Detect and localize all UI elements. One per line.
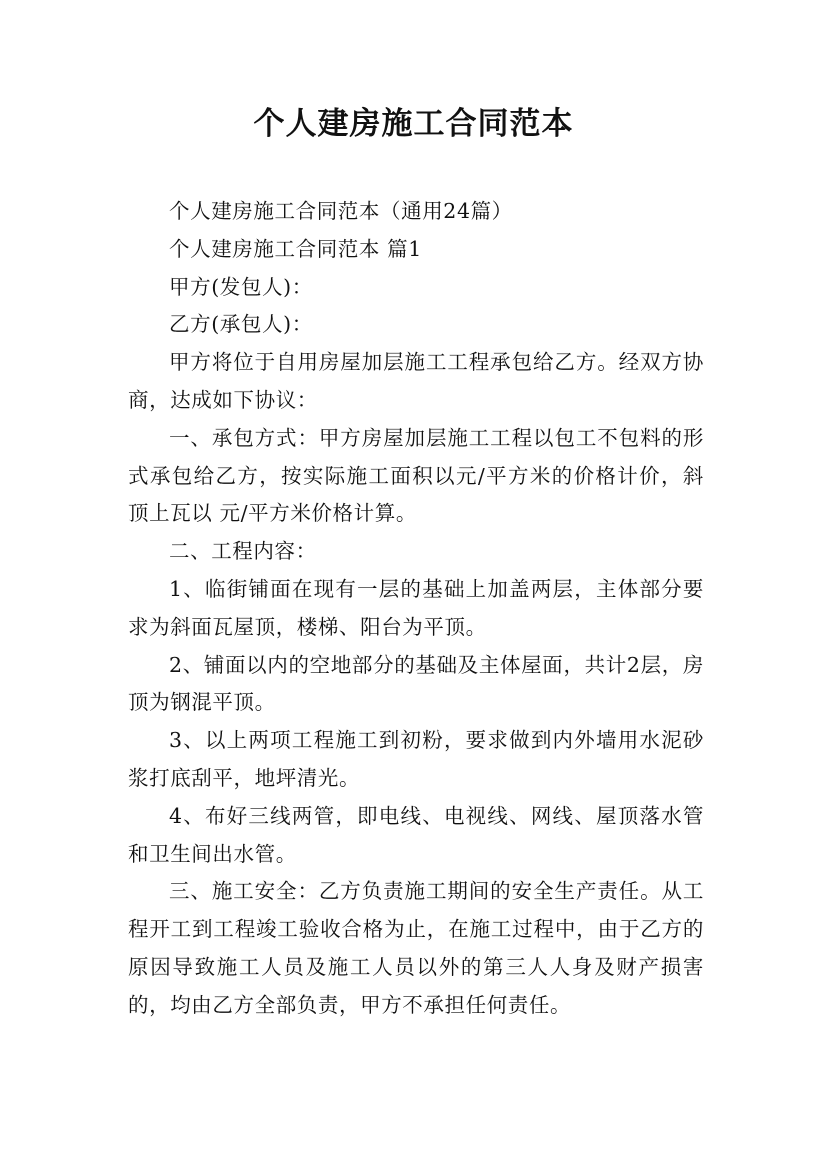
paragraph-intro: 甲方将位于自用房屋加层施工工程承包给乙方。经双方协商，达成如下协议：: [128, 350, 704, 412]
paragraph-item-3: 3、以上两项工程施工到初粉，要求做到内外墙用水泥砂浆打底刮平，地坪清光。: [128, 728, 704, 790]
paragraph-party-b: 乙方(承包人)：: [169, 312, 313, 337]
paragraph-item-4: 4、布好三线两管，即电线、电视线、网线、屋顶落水管和卫生间出水管。: [128, 803, 704, 866]
paragraph-item-2: 2、铺面以内的空地部分的基础及主体屋面，共计2层，房顶为钢混平顶。: [128, 652, 704, 715]
paragraph-item-1: 1、临街铺面在现有一层的基础上加盖两层，主体部分要求为斜面瓦屋顶，楼梯、阳台为平顶。: [128, 576, 704, 639]
paragraph-section-heading: 个人建房施工合同范本 篇1: [169, 236, 422, 261]
paragraph-party-a: 甲方(发包人)：: [169, 274, 313, 299]
document-body: [128, 193, 704, 1025]
paragraph-contract-method: 一、承包方式：甲方房屋加层施工工程以包工不包料的形式承包给乙方，按实际施工面积以元/平方米的价格计价，斜顶上瓦以 元/平方米价格计算。: [128, 425, 704, 526]
document-title: 个人建房施工合同范本: [253, 106, 574, 142]
paragraph-work-content-heading: 二、工程内容：: [169, 539, 317, 564]
paragraph-collection-title: 个人建房施工合同范本（通用24篇）: [169, 199, 513, 223]
paragraph-safety: 三、施工安全：乙方负责施工期间的安全生产责任。从工程开工到工程竣工验收合格为止，在施工过程中，由于乙方的原因导致施工人员及施工人员以外的第三人人身及财产损害的，均由乙方全部负责，甲方不承担任何责任。: [128, 879, 704, 1017]
